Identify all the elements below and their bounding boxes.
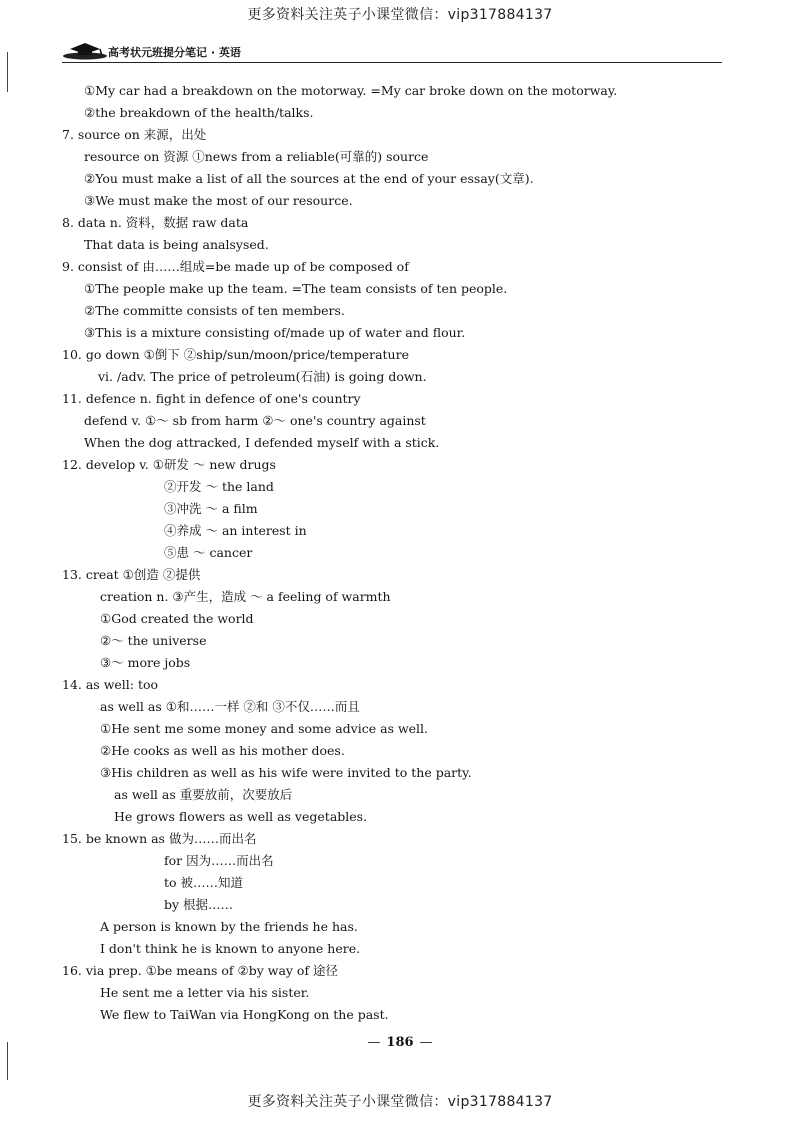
text-line: ①He sent me some money and some advice as well. <box>100 721 429 736</box>
text-line: We flew to TaiWan via HongKong on the past. <box>100 1007 389 1022</box>
text-line: as well as 重要放前，次要放后 <box>114 787 293 802</box>
page-number-value: 186 <box>386 1035 414 1050</box>
text-line: ②You must make a list of all the sources at the end of your essay(文章). <box>84 171 534 186</box>
page-number: — 186 — <box>367 1035 433 1050</box>
text-line: by 根据…… <box>164 897 234 912</box>
text-line: ⑤患 ～ cancer <box>164 545 253 560</box>
top-banner: 更多资料关注英子小课堂微信：vip317884137 <box>247 7 553 23</box>
text-line: ①My car had a breakdown on the motorway. =My car broke down on the motorway. <box>84 83 618 98</box>
text-line: as well as ①和……一样 ②和 ③不仅……而且 <box>100 699 360 714</box>
text-line: ③His children as well as his wife were invited to the party. <box>100 765 472 780</box>
text-line: ①God created the world <box>100 611 254 626</box>
text-line: ②～ the universe <box>100 633 207 648</box>
bottom-banner: 更多资料关注英子小课堂微信：vip317884137 <box>247 1094 553 1110</box>
header-rule <box>62 62 722 63</box>
entry-heading: 8. data n. 资料，数据 raw data <box>62 215 249 230</box>
text-line: for 因为……而出名 <box>164 853 274 868</box>
entry-heading: 12. develop v. ①研发 ～ new drugs <box>62 457 276 472</box>
text-line: defend v. ①～ sb from harm ②～ one's country against <box>84 413 426 428</box>
text-line: He grows flowers as well as vegetables. <box>114 809 368 824</box>
text-line: ①The people make up the team. =The team consists of ten people. <box>84 281 508 296</box>
text-line: ②The committe consists of ten members. <box>84 303 345 318</box>
graduation-cap-icon <box>62 40 108 60</box>
text-line: ③This is a mixture consisting of/made up of water and flour. <box>84 325 466 340</box>
text-line: ③～ more jobs <box>100 655 191 670</box>
entry-heading: 14. as well: too <box>62 677 159 692</box>
header-title: 高考状元班提分笔记 · 英语 <box>108 46 241 59</box>
text-line: He sent me a letter via his sister. <box>100 985 310 1000</box>
text-line: ②开发 ～ the land <box>164 479 274 494</box>
entry-heading: 15. be known as 做为……而出名 <box>62 831 257 846</box>
text-line: I don't think he is known to anyone here. <box>100 941 361 956</box>
entry-heading: 16. via prep. ①be means of ②by way of 途径 <box>62 963 339 978</box>
text-line: When the dog attracked, I defended myself with a stick. <box>84 435 440 450</box>
entry-heading: 10. go down ①倒下 ②ship/sun/moon/price/temperature <box>62 347 409 362</box>
text-line: ②the breakdown of the health/talks. <box>84 105 314 120</box>
text-line: ②He cooks as well as his mother does. <box>100 743 345 758</box>
notes-content <box>62 80 722 1026</box>
page-header <box>62 38 722 62</box>
text-line: vi. /adv. The price of petroleum(石油) is going down. <box>98 369 427 384</box>
text-line: ④养成 ～ an interest in <box>164 523 307 538</box>
text-line: to 被……知道 <box>164 875 244 890</box>
text-line: creation n. ③产生，造成 ～ a feeling of warmth <box>100 589 391 604</box>
entry-heading: 13. creat ①创造 ②提供 <box>62 567 201 582</box>
page-edge-mark <box>7 52 8 92</box>
text-line: A person is known by the friends he has. <box>100 919 358 934</box>
entry-heading: 11. defence n. fight in defence of one's country <box>62 391 361 406</box>
text-line: resource on 资源 ①news from a reliable(可靠的) source <box>84 149 429 164</box>
text-line: ③We must make the most of our resource. <box>84 193 353 208</box>
text-line: That data is being analsysed. <box>84 237 269 252</box>
entry-heading: 9. consist of 由……组成=be made up of be composed of <box>62 259 409 274</box>
entry-heading: 7. source on 来源，出处 <box>62 127 207 142</box>
text-line: ③冲洗 ～ a film <box>164 501 258 516</box>
